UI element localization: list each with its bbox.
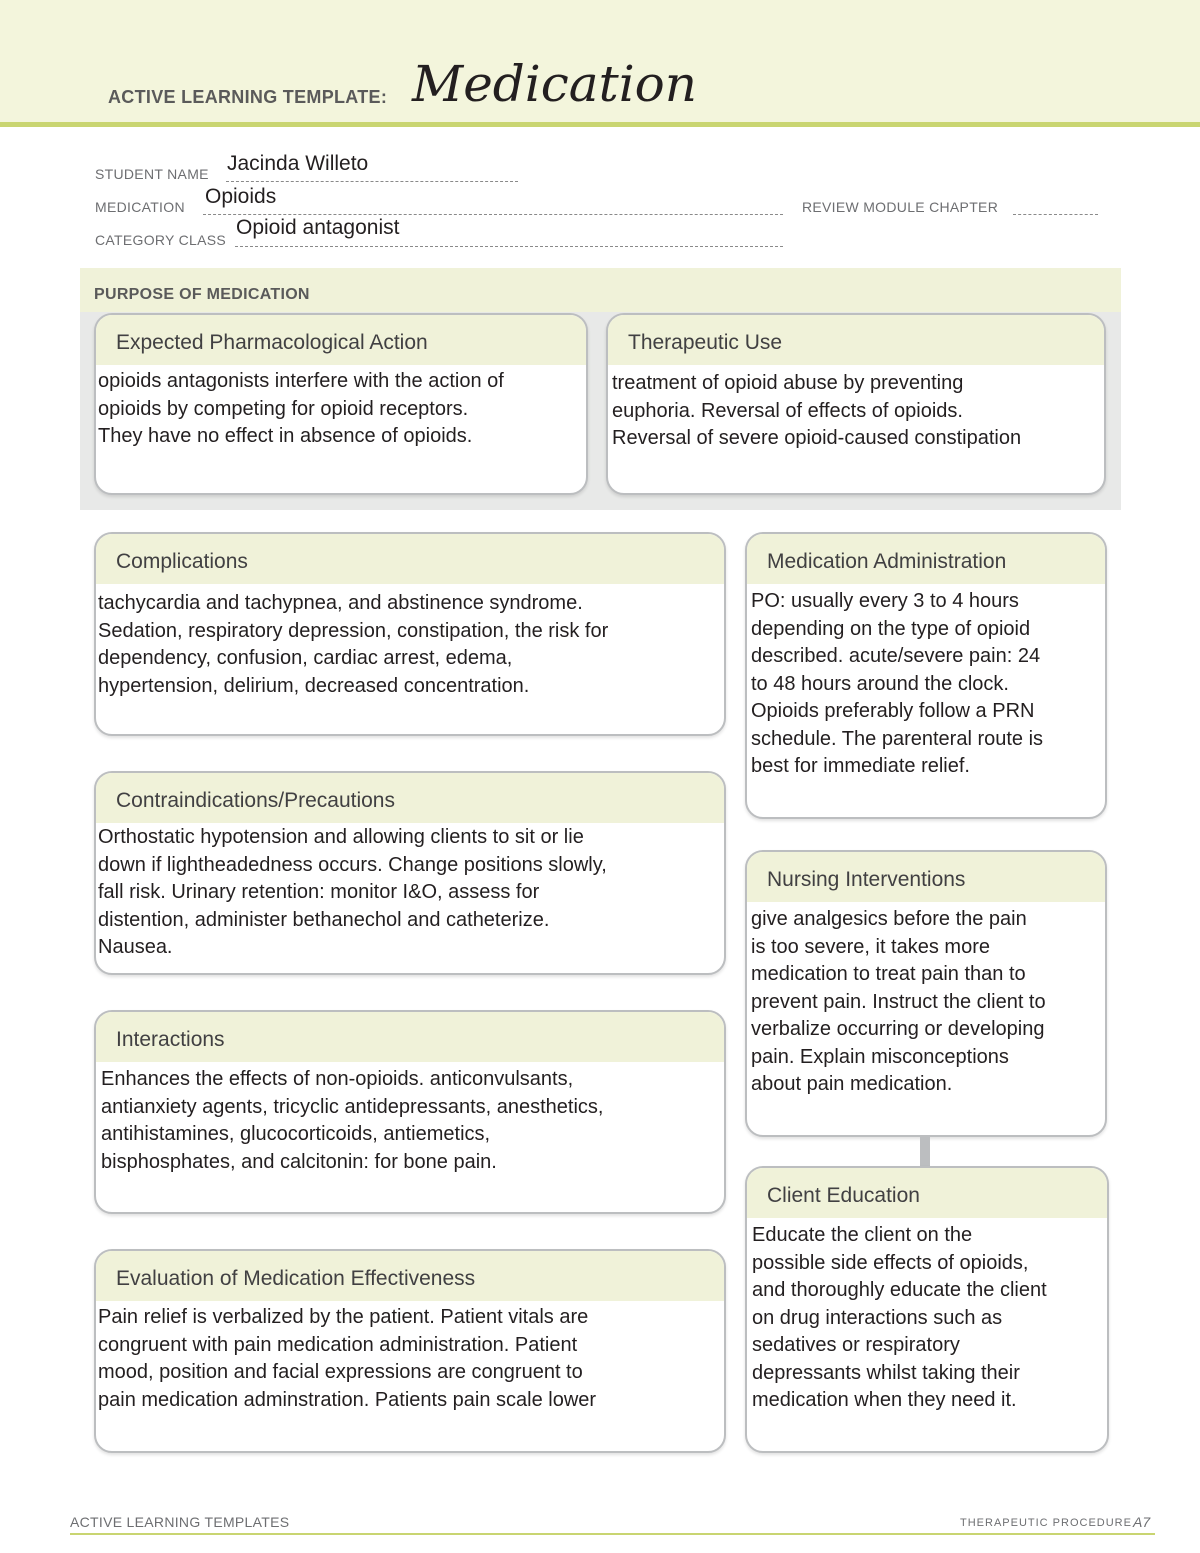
medication-administration-title: Medication Administration (767, 550, 1007, 573)
client-education-text[interactable] (752, 1222, 1103, 1415)
text-line: sedatives or respiratory (752, 1334, 960, 1356)
text-line: down if lightheadedness occurs. Change positions slowly, (98, 853, 607, 876)
text-line: depending on the type of opioid (751, 617, 1031, 640)
interactions-text[interactable] (101, 1066, 720, 1176)
text-line: described. acute/severe pain: 24 (751, 645, 1041, 667)
text-line: give analgesics before the pain (751, 908, 1027, 930)
text-line: pain medication adminstration. Patients pain scale lower (98, 1388, 597, 1411)
nursing-interventions-text[interactable] (751, 906, 1101, 1099)
text-line: about pain medication. (751, 1073, 953, 1095)
text-line: on drug interactions such as (752, 1306, 1003, 1329)
text-line: Reversal of severe opioid-caused constipation (612, 427, 1022, 449)
footer-page-number: A7 (1133, 1514, 1151, 1530)
text-line: Sedation, respiratory depression, constipation, the risk for (98, 619, 609, 642)
contraindications-text[interactable] (98, 824, 720, 962)
category-class-value[interactable]: Opioid antagonist (236, 216, 400, 239)
text-line: euphoria. Reversal of effects of opioids. (612, 399, 963, 422)
text-line: medication to treat pain than to (751, 963, 1026, 985)
interactions-title: Interactions (116, 1028, 225, 1051)
text-line: tachycardia and tachypnea, and abstinence syndrome. (98, 592, 583, 614)
text-line: and thoroughly educate the client (752, 1279, 1047, 1301)
text-line: Opioids preferably follow a PRN (751, 700, 1035, 722)
therapeutic-use-box (606, 313, 1106, 495)
text-line: Pain relief is verbalized by the patient. Patient vitals are (98, 1306, 589, 1328)
student-name-line (226, 181, 518, 182)
text-line: antianxiety agents, tricyclic antidepressants, anesthetics, (101, 1095, 604, 1118)
student-name-value[interactable]: Jacinda Willeto (227, 152, 369, 175)
purpose-label: PURPOSE OF MEDICATION (94, 286, 310, 303)
student-name-label: STUDENT NAME (95, 166, 209, 182)
nursing-interventions-box (745, 850, 1107, 1137)
medication-line (203, 214, 783, 215)
therapeutic-use-text[interactable] (612, 370, 1100, 453)
medication-administration-box (745, 532, 1107, 819)
review-module-line[interactable] (1013, 214, 1098, 215)
text-line: treatment of opioid abuse by preventing (612, 372, 964, 394)
medication-value[interactable]: Opioids (205, 185, 277, 208)
text-line: prevent pain. Instruct the client to (751, 990, 1046, 1013)
text-line: opioids by competing for opioid receptors. (98, 397, 469, 420)
footer-divider (70, 1533, 1155, 1535)
template-title: Medication (412, 55, 697, 113)
client-education-box (745, 1166, 1109, 1453)
expected-action-title: Expected Pharmacological Action (116, 331, 428, 354)
text-line: opioids antagonists interfere with the action of (98, 370, 504, 392)
text-line: PO: usually every 3 to 4 hours (751, 590, 1019, 612)
text-line: antihistamines, glucocorticoids, antiemetics, (101, 1123, 491, 1145)
evaluation-text[interactable] (98, 1304, 720, 1414)
header-divider (0, 122, 1200, 127)
text-line: Orthostatic hypotension and allowing clients to sit or lie (98, 826, 584, 848)
expected-action-text[interactable] (98, 368, 582, 451)
text-line: verbalize occurring or developing (751, 1018, 1045, 1040)
template-label: ACTIVE LEARNING TEMPLATE: (108, 87, 388, 107)
text-line: distention, administer bethanechol and catheterize. (98, 908, 550, 931)
contraindications-title: Contraindications/Precautions (116, 789, 395, 812)
client-education-title: Client Education (767, 1184, 920, 1207)
text-line: to 48 hours around the clock. (751, 672, 1009, 695)
evaluation-box (94, 1249, 726, 1453)
medication-label: MEDICATION (95, 199, 185, 215)
complications-text[interactable] (98, 590, 720, 700)
text-line: They have no effect in absence of opioids. (98, 425, 473, 447)
text-line: hypertension, delirium, decreased concentration. (98, 674, 530, 697)
footer-template-name: ACTIVE LEARNING TEMPLATES (70, 1514, 290, 1530)
nursing-interventions-title: Nursing Interventions (767, 868, 966, 891)
text-line: bisphosphates, and calcitonin: for bone pain. (101, 1150, 497, 1173)
complications-box (94, 532, 726, 736)
medication-administration-text[interactable] (751, 588, 1101, 781)
contraindications-box (94, 771, 726, 975)
footer-procedure: THERAPEUTIC PROCEDURE (960, 1517, 1132, 1529)
text-line: congruent with pain medication administration. Patient (98, 1333, 578, 1356)
text-line: schedule. The parenteral route is (751, 727, 1044, 750)
complications-title: Complications (116, 550, 248, 573)
text-line: fall risk. Urinary retention: monitor I&O, assess for (98, 881, 540, 903)
review-module-label: REVIEW MODULE CHAPTER (802, 199, 999, 215)
text-line: is too severe, it takes more (751, 935, 990, 958)
expected-action-box (94, 313, 588, 495)
text-line: medication when they need it. (752, 1389, 1017, 1411)
therapeutic-use-title: Therapeutic Use (628, 331, 783, 354)
category-class-label: CATEGORY CLASS (95, 232, 227, 248)
text-line: depressants whilst taking their (752, 1361, 1020, 1384)
text-line: mood, position and facial expressions are congruent to (98, 1361, 583, 1383)
box-connector (920, 1136, 930, 1166)
text-line: best for immediate relief. (751, 755, 970, 777)
evaluation-title: Evaluation of Medication Effectiveness (116, 1267, 476, 1290)
text-line: Nausea. (98, 936, 173, 958)
text-line: pain. Explain misconceptions (751, 1045, 1009, 1068)
text-line: Educate the client on the (752, 1224, 973, 1246)
text-line: dependency, confusion, cardiac arrest, edema, (98, 647, 513, 669)
text-line: Enhances the effects of non-opioids. anticonvulsants, (101, 1068, 574, 1090)
interactions-box (94, 1010, 726, 1214)
category-class-line (235, 246, 783, 247)
text-line: possible side effects of opioids, (752, 1251, 1029, 1274)
